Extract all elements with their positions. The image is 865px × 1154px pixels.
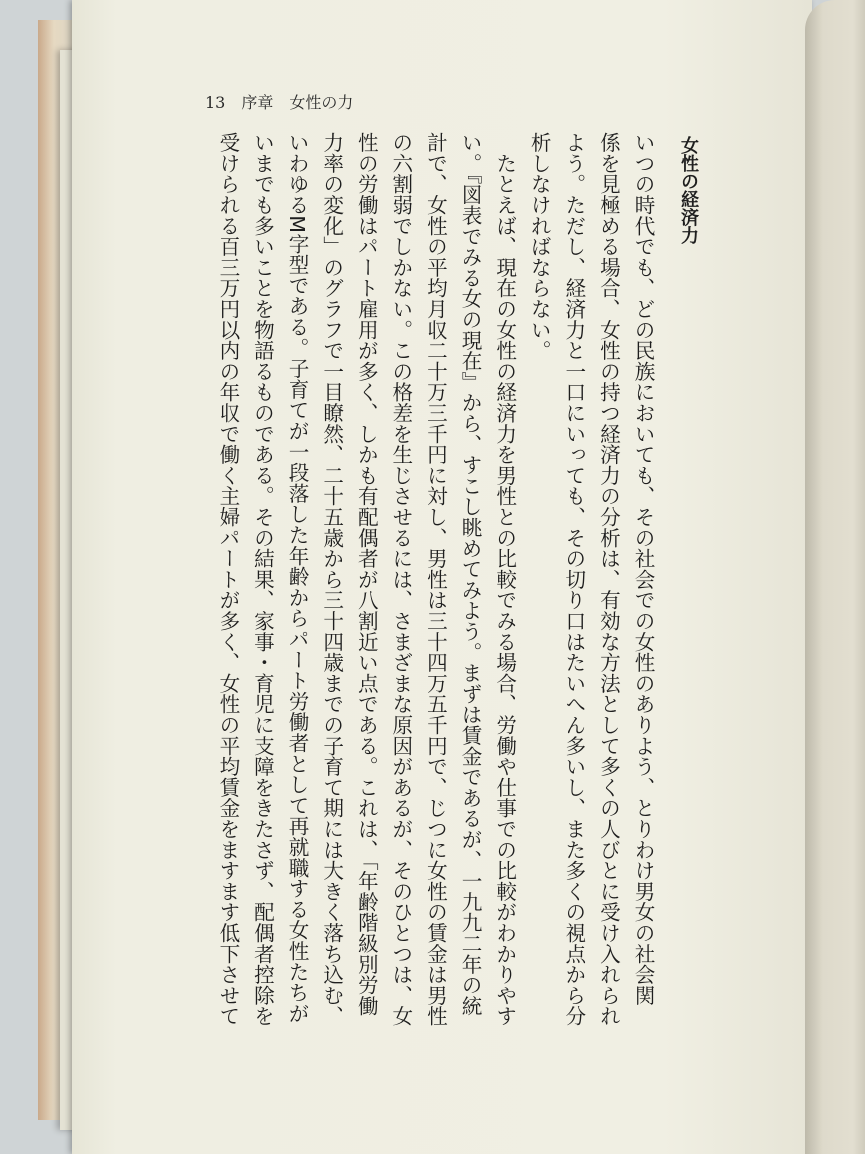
text-line: 力率の変化」のグラフで一目瞭然、二十五歳から三十四歳までの子育て期には大きく落ち込む、: [319, 132, 344, 1027]
vertical-text-block: [178, 132, 708, 1042]
section-heading: 女性の経済力: [678, 136, 699, 244]
text-line: 係を見極める場合、女性の持つ経済力の分析は、有効な方法として多くの人びとに受け入れられ: [596, 132, 621, 1027]
text-line: い。『図表でみる女の現在』から、すこし眺めてみよう。まずは賃金であるが、一九九二年の統: [458, 132, 483, 1017]
text-line: いつの時代でも、どの民族においても、その社会での女性のありよう、とりわけ男女の社会関: [631, 132, 655, 1006]
text-line: 受けられる百三万円以内の年収で働く主婦パートが多く、女性の平均賃金をますます低下させて: [215, 132, 240, 1027]
text-line: いわゆるM字型である。子育てが一段落した年齢からパート労働者として再就職する女性たちが: [285, 132, 310, 1024]
text-line: の六割弱でしかない。この格差を生じさせるには、さまざまな原因があるが、そのひとつは、女: [388, 132, 413, 1027]
facing-page-curl: [805, 0, 865, 1154]
text-line: いまでも多いことを物語るものである。その結果、家事・育児に支障をきたさず、配偶者控除を: [250, 132, 275, 1027]
text-line: 性の労働はパート雇用が多く、しかも有配偶者が八割近い点である。これは、「年齢階級別労働: [354, 132, 379, 1017]
running-head: 13 序章 女性の力: [205, 93, 354, 112]
text-line: よう。ただし、経済力と一口にいっても、その切り口はたいへん多いし、また多くの視点から分: [561, 132, 586, 1027]
text-line: 計で、女性の平均月収二十万三千円に対し、男性は三十四万五千円で、じつに女性の賃金は男性: [423, 132, 448, 1027]
text-line: たとえば、現在の女性の経済力を男性との比較でみる場合、労働や仕事での比較がわかりやす: [492, 132, 517, 1027]
text-line: 析しなければならない。: [527, 132, 552, 361]
